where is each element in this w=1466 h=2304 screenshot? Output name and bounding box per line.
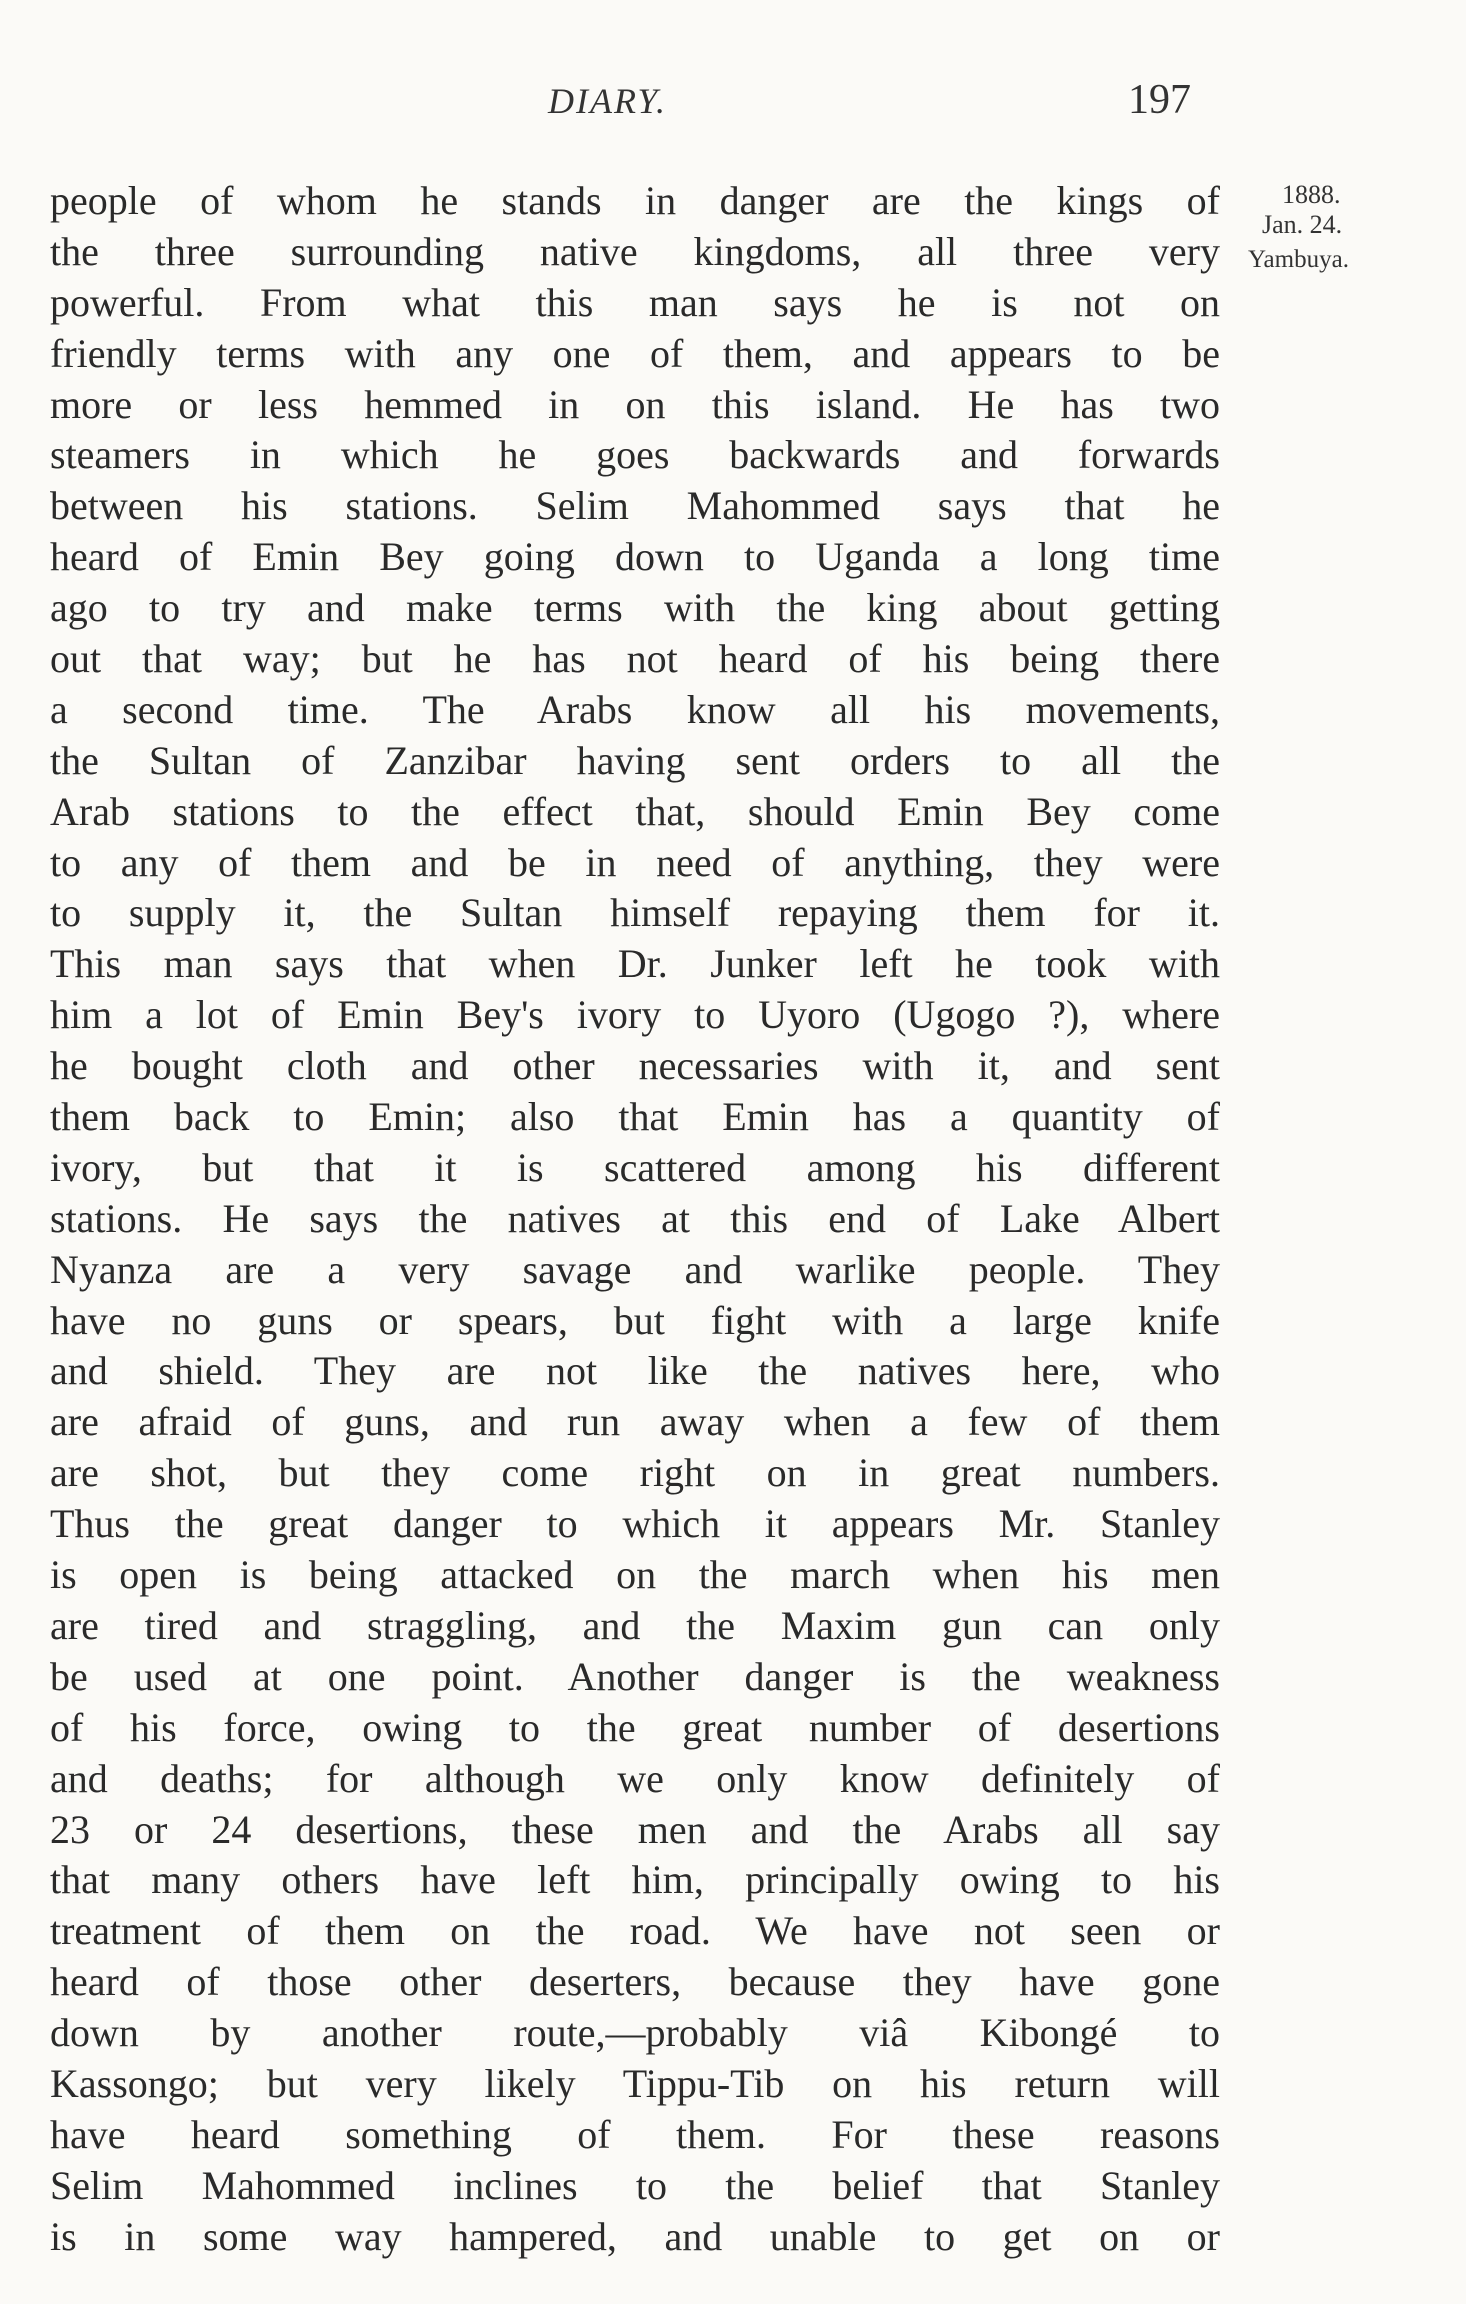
text-line: heard of Emin Bey going down to Uganda a long time	[50, 534, 1220, 580]
text-line: powerful. From what this man says he is not on	[50, 279, 1220, 325]
text-line: to supply it, the Sultan himself repaying them for it.	[50, 890, 1220, 936]
text-line: friendly terms with any one of them, and appears to be	[50, 330, 1220, 376]
text-line: Thus the great danger to which it appears Mr. Stanley	[50, 1501, 1220, 1547]
text-line: and deaths; for although we only know definitely of	[50, 1755, 1220, 1801]
text-line: Kassongo; but very likely Tippu-Tib on his return will	[50, 2060, 1220, 2106]
text-line: down by another route,—probably viâ Kibongé to	[50, 2010, 1220, 2056]
text-line: him a lot of Emin Bey's ivory to Uyoro (Ugogo ?), where	[50, 992, 1220, 1038]
text-line: have heard something of them. For these reasons	[50, 2111, 1220, 2157]
text-line: ago to try and make terms with the king about getting	[50, 585, 1220, 631]
text-line: the three surrounding native kingdoms, all three very	[50, 228, 1220, 274]
text-line: ivory, but that it is scattered among his different	[50, 1144, 1220, 1190]
text-line: them back to Emin; also that Emin has a quantity of	[50, 1094, 1220, 1140]
text-line: people of whom he stands in danger are the kings of	[50, 178, 1220, 223]
text-line: steamers in which he goes backwards and forwards	[50, 432, 1220, 478]
margin-note	[1240, 180, 1440, 280]
text-line: a second time. The Arabs know all his movements,	[50, 686, 1220, 732]
text-line: more or less hemmed in on this island. He has two	[50, 381, 1220, 427]
text-line: of his force, owing to the great number of desertions	[50, 1704, 1220, 1750]
margin-note-date: Jan. 24.	[1262, 210, 1343, 239]
text-line: out that way; but he has not heard of his being there	[50, 636, 1220, 682]
text-line: is open is being attacked on the march when his men	[50, 1552, 1220, 1598]
text-line: stations. He says the natives at this end of Lake Albert	[50, 1195, 1220, 1241]
text-line: Selim Mahommed inclines to the belief that Stanley	[50, 2162, 1220, 2208]
text-line: are afraid of guns, and run away when a few of them	[50, 1399, 1220, 1445]
running-head	[0, 74, 1466, 124]
text-line: and shield. They are not like the natives here, who	[50, 1348, 1220, 1394]
text-line: treatment of them on the road. We have not seen or	[50, 1908, 1220, 1954]
body-text	[50, 176, 1220, 2263]
text-line: have no guns or spears, but fight with a large knife	[50, 1297, 1220, 1343]
text-line: be used at one point. Another danger is the weakness	[50, 1653, 1220, 1699]
text-line: Nyanza are a very savage and warlike people. They	[50, 1246, 1220, 1292]
text-line: between his stations. Selim Mahommed says that he	[50, 483, 1220, 529]
text-line: he bought cloth and other necessaries with it, and sent	[50, 1043, 1220, 1089]
text-line: This man says that when Dr. Junker left he took with	[50, 941, 1220, 987]
text-line: heard of those other deserters, because they have gone	[50, 1959, 1220, 2005]
text-line: are shot, but they come right on in great numbers.	[50, 1450, 1220, 1496]
text-line: is in some way hampered, and unable to get on or	[50, 2213, 1220, 2259]
running-title: DIARY.	[548, 81, 668, 121]
page-number: 197	[1128, 77, 1191, 123]
text-line: Arab stations to the effect that, should Emin Bey come	[50, 788, 1220, 834]
margin-note-year: 1888.	[1282, 180, 1341, 209]
text-line: the Sultan of Zanzibar having sent orders to all the	[50, 737, 1220, 783]
text-line: to any of them and be in need of anything, they were	[50, 839, 1220, 885]
margin-note-place: Yambuya.	[1248, 246, 1349, 273]
text-line: that many others have left him, principally owing to his	[50, 1857, 1220, 1903]
text-line: 23 or 24 desertions, these men and the Arabs all say	[50, 1806, 1220, 1852]
text-line: are tired and straggling, and the Maxim gun can only	[50, 1602, 1220, 1648]
